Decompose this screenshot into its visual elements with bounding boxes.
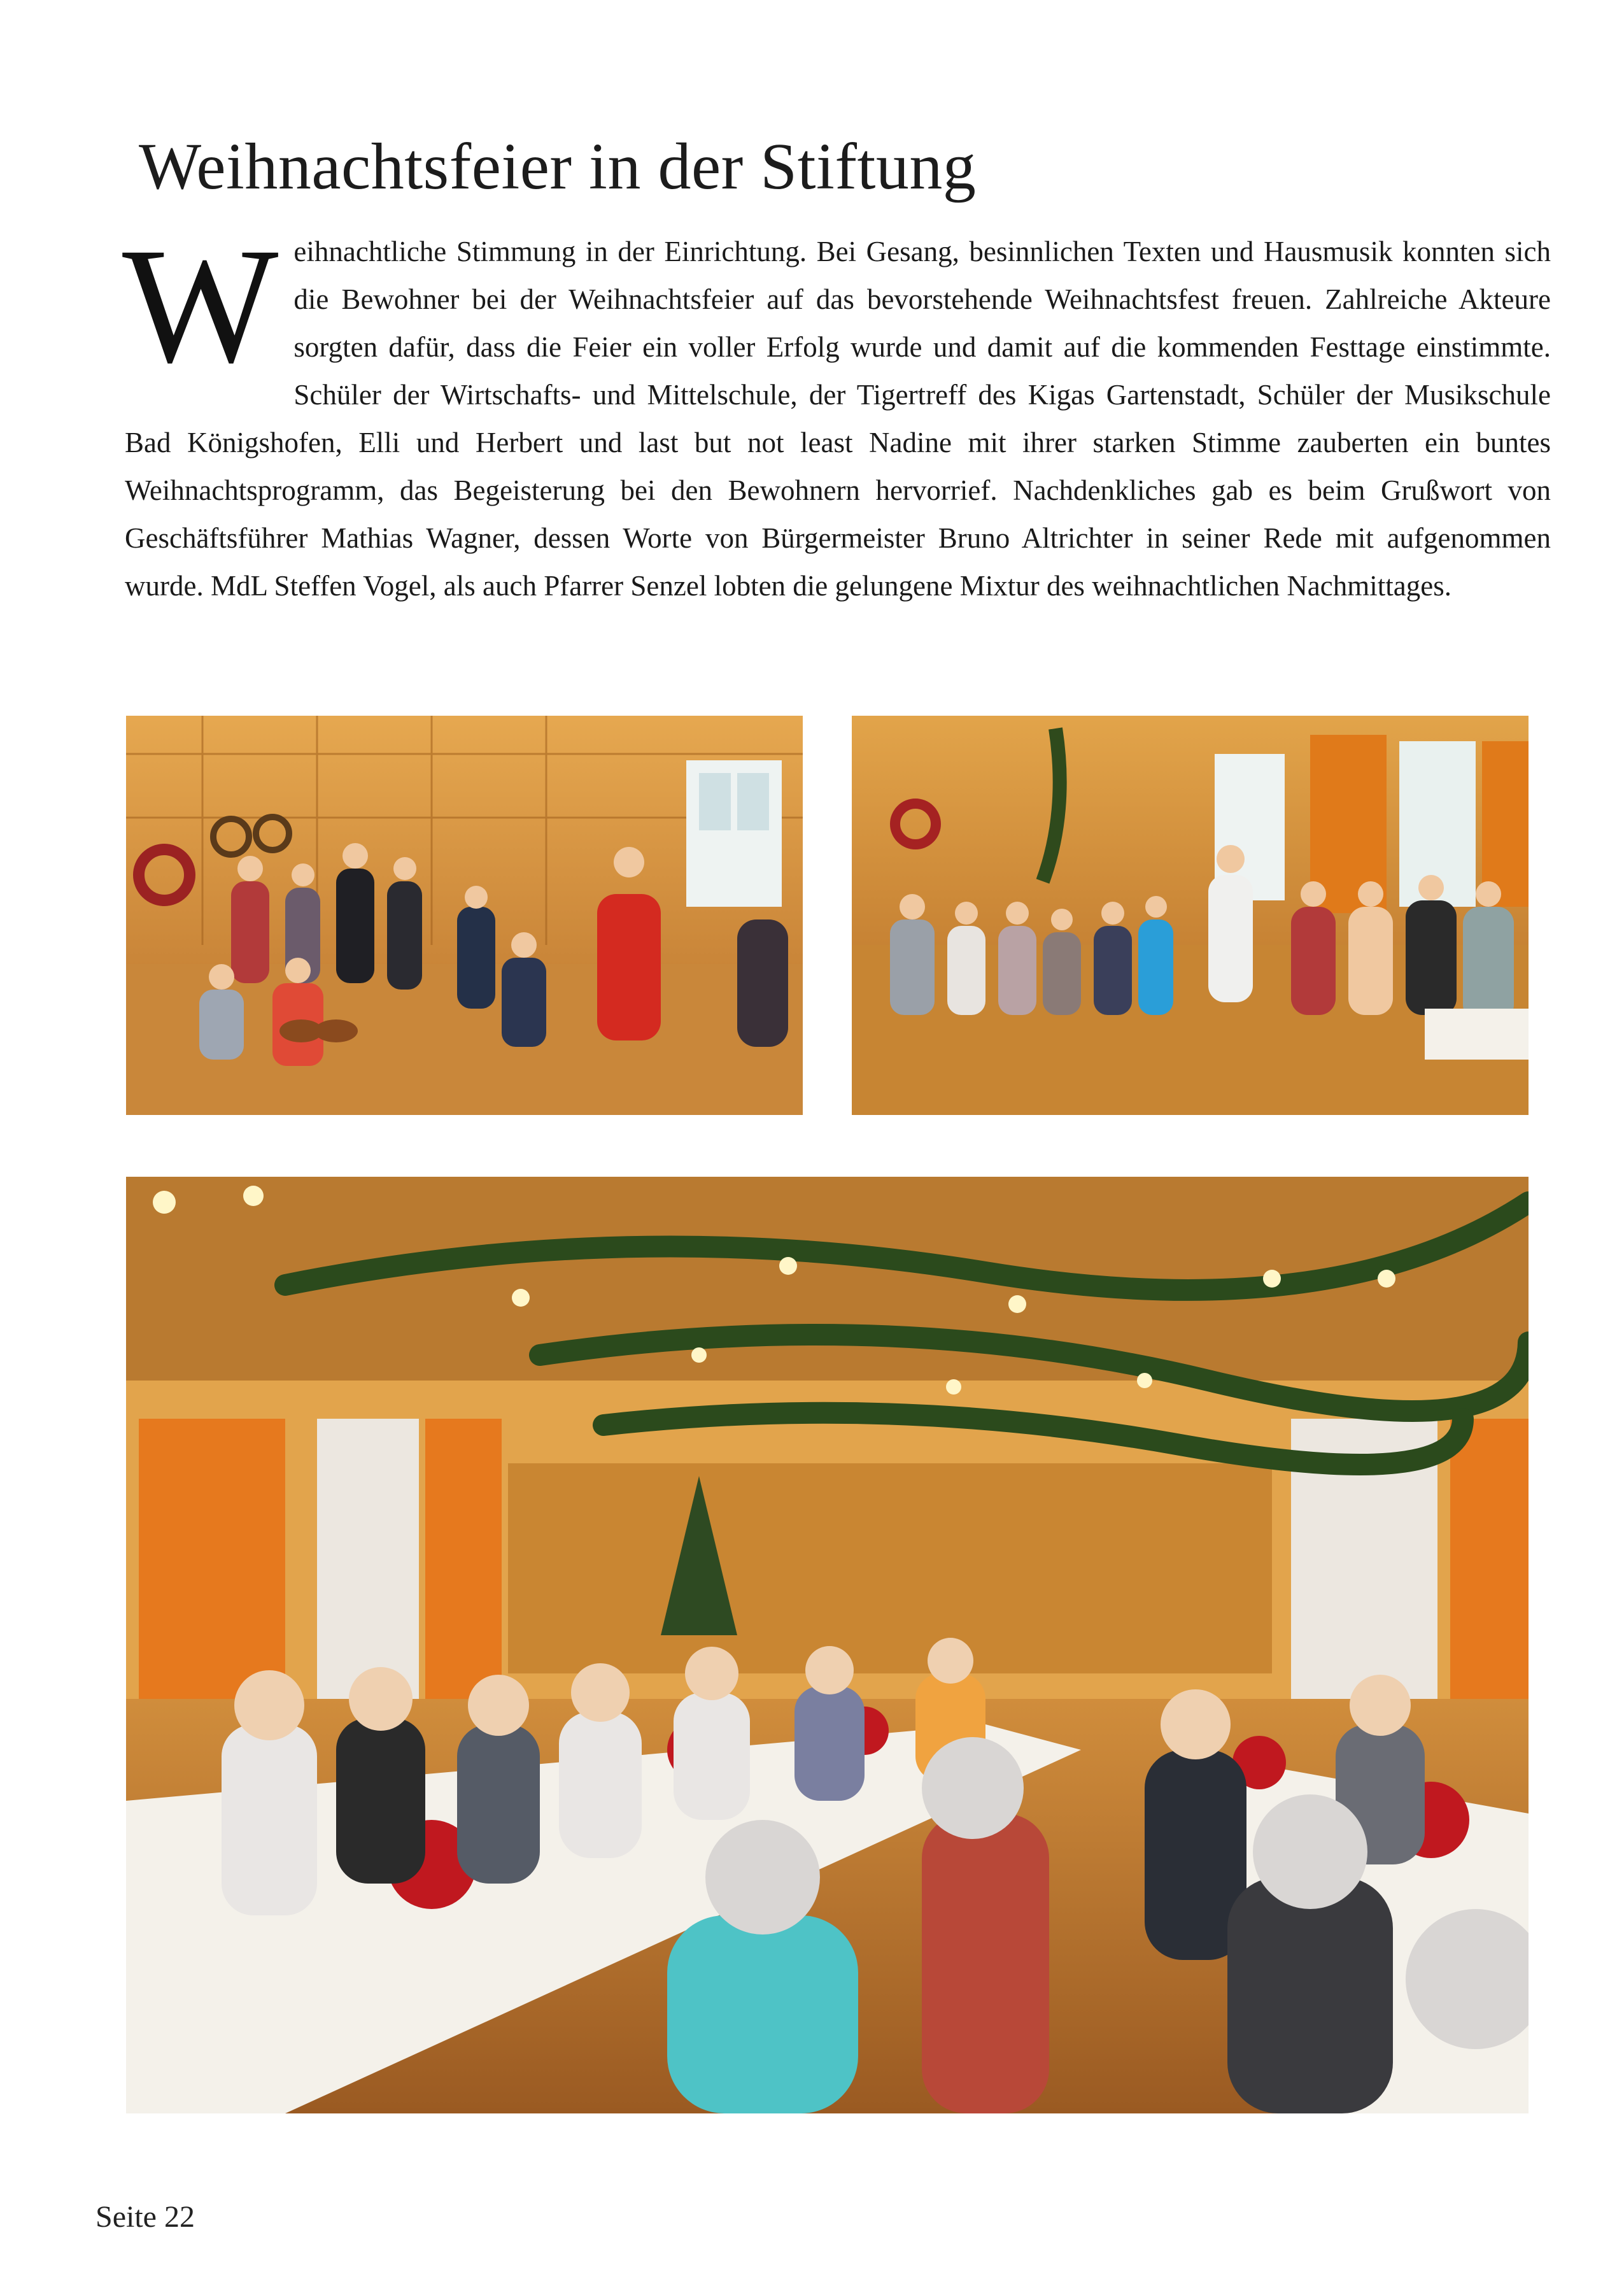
drop-cap: W [122, 214, 279, 397]
photo-kindergarten-dance [852, 716, 1529, 1115]
photo-festive-hall [126, 1177, 1529, 2113]
page-number: Seite 22 [95, 2200, 195, 2234]
article-body [122, 214, 1551, 610]
article-text: eihnachtliche Stimmung in der Einrichtung. Bei Gesang, besinnlichen Texten und Hausmusik konnten sich die Bewohner bei der Weihnachtsfeier auf das bevorstehende Weihnachtsfest freuen. Zahlreiche Akteure sorgten dafür, dass die Feier ein voller Erfolg wurde und damit auf die kommenden Festtage einstimmte. Schüler der Wirtschafts- und Mittelschule, der Tigertreff des Kigas Gartenstadt, Schüler der Musikschule Bad Königshofen, Elli und Herbert und last but not least Nadine mit ihrer starken Stimme zauberten ein buntes Weihnachtsprogramm, das Begeisterung bei den Bewohnern hervorrief. Nachdenkliches gab es beim Grußwort von Geschäftsführer Mathias Wagner, dessen Worte von Bürgermeister Bruno Altrichter in seiner Rede mit aufgenommen wurde. MdL Steffen Vogel, als auch Pfarrer Senzel lobten die gelungene Mixtur des weihnachtlichen Nachmittages. [125, 236, 1551, 602]
photo-students-music [126, 716, 803, 1115]
page-title: Weihnachtsfeier in der Stiftung [139, 130, 977, 203]
